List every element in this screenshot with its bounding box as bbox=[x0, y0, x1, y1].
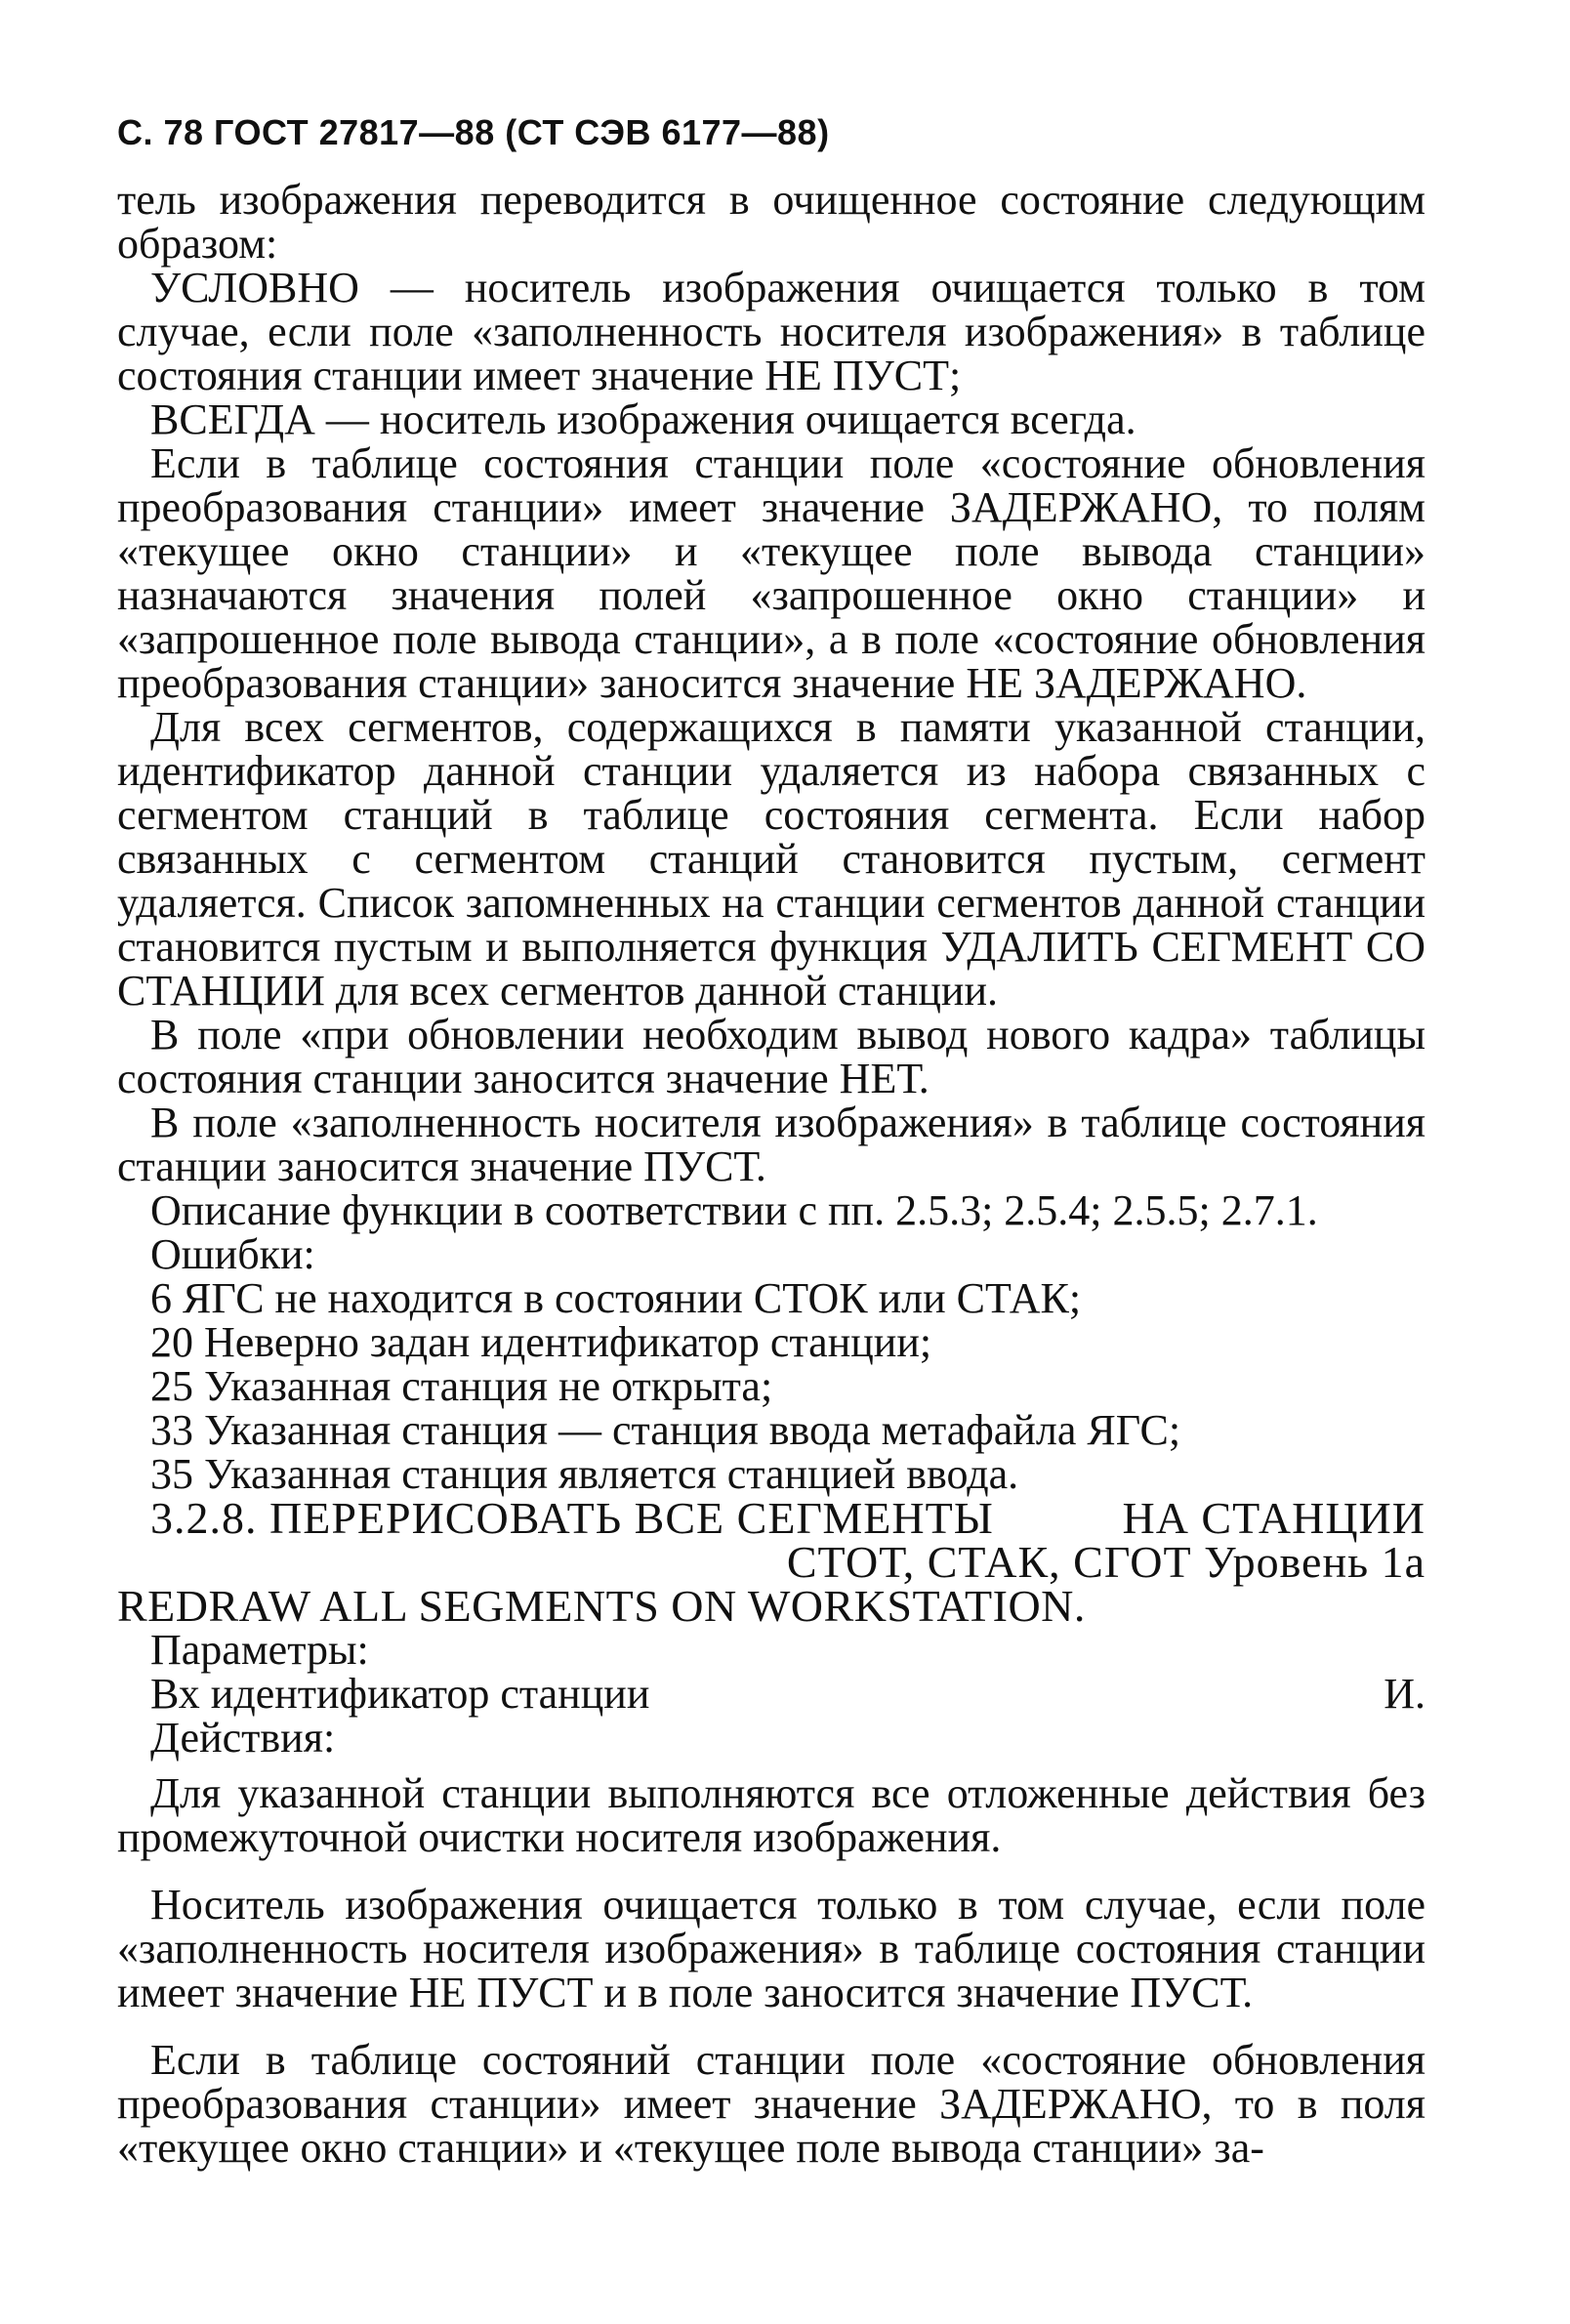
document-body bbox=[117, 178, 1425, 2170]
error-item: 20 Неверно задан идентификатор станции; bbox=[150, 1318, 932, 1366]
option-always: ВСЕГДА — носитель изображения очищается всегда. bbox=[150, 395, 1136, 443]
param-row bbox=[117, 1672, 1425, 1716]
section-number: 3.2.8. bbox=[150, 1493, 258, 1543]
actions-label: Действия: bbox=[150, 1714, 336, 1762]
paragraph-actions: Для указанной станции выполняются все отложенные действия без промежуточной очистки носителя изображения. bbox=[117, 1769, 1425, 1861]
params-label: Параметры: bbox=[150, 1626, 369, 1674]
section-states: СТОТ, СТАК, СГОТ Уровень 1а bbox=[786, 1537, 1425, 1587]
errors-label: Ошибки: bbox=[150, 1230, 315, 1278]
paragraph-deferred-update: Если в таблице состояния станции поле «состояние обновления преобразования станции» имеет значение ЗАДЕРЖАНО, то полям «текущее окно станции» и «текущее поле вывода станции» назначаются значения полей «запрошенное окно станции» и «запрошенное поле вывода станции», а в поле «состояние обновления преобразования станции» заносится значение НЕ ЗАДЕРЖАНО. bbox=[117, 439, 1425, 707]
section-heading bbox=[117, 1493, 1425, 1587]
section-title: ПЕРЕРИСОВАТЬ ВСЕ СЕГМЕНТЫ bbox=[269, 1493, 994, 1543]
paragraph-continuation: тель изображения переводится в очищенное состояние следующим образом: bbox=[117, 176, 1425, 268]
param-type: И. bbox=[1384, 1670, 1425, 1718]
paragraph-clear-surface: Носитель изображения очищается только в том случае, если поле «заполненность носителя изображения» в таблице состояния станции имеет значение НЕ ПУСТ и в поле заносится значение ПУСТ. bbox=[117, 1881, 1425, 2016]
section-english-title: REDRAW ALL SEGMENTS ON WORKSTATION. bbox=[117, 1581, 1086, 1631]
paragraph-segments: Для всех сегментов, содержащихся в памяти указанной станции, идентификатор данной станции удаляется из набора связанных с сегментом станций в таблице состояния сегмента. Если набор связанных с сегментом станций становится пустым, сегмент удаляется. Список запомненных на станции сегментов данной станции становится пустым и выполняется функция УДАЛИТЬ СЕГМЕНТ СО СТАНЦИИ для всех сегментов данной станции. bbox=[117, 703, 1425, 1015]
param-name: Вх идентификатор станции bbox=[150, 1670, 650, 1718]
section-title-line bbox=[150, 1493, 1425, 1543]
error-item: 25 Указанная станция не открыта; bbox=[150, 1362, 773, 1410]
paragraph-new-frame: В поле «при обновлении необходим вывод нового кадра» таблицы состояния станции заносится значение НЕТ. bbox=[117, 1011, 1425, 1102]
error-item: 33 Указанная станция — станция ввода метафайла ЯГС; bbox=[150, 1406, 1181, 1454]
section-title-end: НА СТАНЦИИ bbox=[1122, 1493, 1425, 1543]
paragraph-deferred-transform: Если в таблице состояний станции поле «состояние обновления преобразования станции» имеет значение ЗАДЕРЖАНО, то в поля «текущее окно станции» и «текущее поле вывода станции» за- bbox=[117, 2036, 1425, 2172]
page-header: С. 78 ГОСТ 27817—88 (СТ СЭВ 6177—88) bbox=[117, 112, 830, 152]
error-item: 35 Указанная станция является станцией ввода. bbox=[150, 1450, 1019, 1498]
option-conditional: УСЛОВНО — носитель изображения очищается только в том случае, если поле «заполненность носителя изображения» в таблице состояния станции имеет значение НЕ ПУСТ; bbox=[117, 264, 1425, 399]
errors-list bbox=[117, 1276, 1425, 1496]
paragraph-display-surface: В поле «заполненность носителя изображения» в таблице состояния станции заносится значение ПУСТ. bbox=[117, 1099, 1425, 1190]
error-item: 6 ЯГС не находится в состоянии СТОК или СТАК; bbox=[150, 1274, 1082, 1322]
paragraph-reference: Описание функции в соответствии с пп. 2.5.3; 2.5.4; 2.5.5; 2.7.1. bbox=[150, 1186, 1318, 1234]
